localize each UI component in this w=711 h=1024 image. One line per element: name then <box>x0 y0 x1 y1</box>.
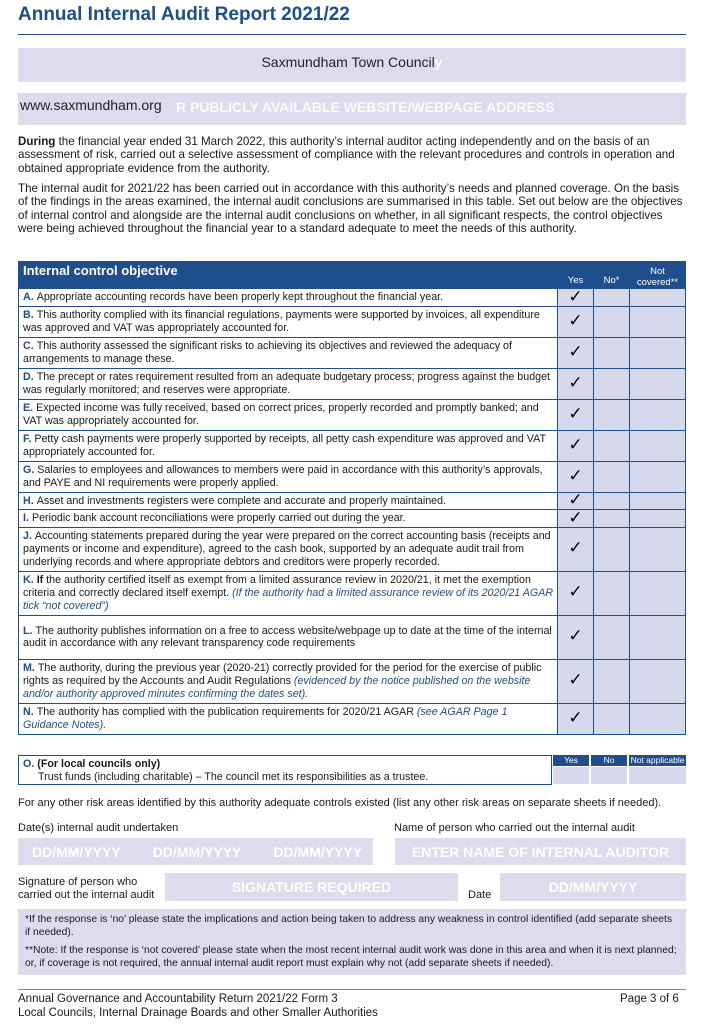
answer-box-no[interactable] <box>594 430 630 461</box>
website-field[interactable] <box>18 93 686 125</box>
footer-text <box>18 992 378 1020</box>
tick-icon: ✓ <box>568 490 583 510</box>
col-no-header: No* <box>594 262 630 289</box>
auditor-name-label: Name of person who carried out the internal audit <box>394 822 635 834</box>
objective-text: H. Asset and investments registers were complete and accurate and properly maintained. <box>19 492 558 510</box>
auditor-name-field[interactable] <box>395 838 686 865</box>
objective-letter: L. <box>23 624 33 637</box>
auditor-name-placeholder: ENTER NAME OF INTERNAL AUDITOR <box>411 843 670 860</box>
answer-box-yes[interactable] <box>558 659 594 703</box>
answer-box-yes[interactable] <box>558 703 594 734</box>
website-url: www.saxmundham.org <box>20 97 162 113</box>
table-row <box>19 461 686 492</box>
answer-box-nc[interactable] <box>630 337 686 368</box>
signature-label: Signature of person who carried out the internal audit <box>18 876 155 901</box>
footer-line-2: Local Councils, Internal Drainage Boards and other Smaller Authorities <box>18 1007 378 1019</box>
answer-box-nc[interactable] <box>630 571 686 615</box>
dates-label: Date(s) internal audit undertaken <box>18 822 179 834</box>
section-o <box>18 755 552 785</box>
footer-line-1: Annual Governance and Accountability Return 2021/22 Form 3 <box>18 993 338 1005</box>
intro-paragraph-2: The internal audit for 2021/22 has been carried out in accordance with this authority’s needs and planned coverage. On the basis of the findings in the areas examined, the internal audit conclusions are summarised in this table. Set out below are the objectives of internal control and alongside are the internal audit conclusions on whether, in all significant respects, the control objectives were being achieved throughout the financial year to a standard adequate to meet the needs of this authority. <box>18 182 683 236</box>
objective-text: G. Salaries to employees and allowances to members were paid in accordance with this authority’s approvals, and PAYE and NI requirements were properly applied. <box>19 461 558 492</box>
answer-box-yes[interactable] <box>558 286 594 307</box>
date-placeholder-3: DD/MM/YYYY <box>273 843 363 860</box>
tick-icon: ✓ <box>568 582 583 602</box>
answer-box-yes[interactable] <box>558 527 594 571</box>
signature-field[interactable] <box>165 873 458 901</box>
date-placeholder-1: DD/MM/YYYY <box>32 843 121 860</box>
answer-box-yes[interactable] <box>558 337 594 368</box>
council-ghost: y <box>434 54 443 70</box>
objective-text: K. If the authority certified itself as exempt from a limited assurance review in 2020/21, it met the exemption criteria and correctly declared itself exempt. (If the authority had a limited assurance review of its 2020/21 AGAR tick “not covered”) <box>19 571 558 615</box>
tick-icon: ✓ <box>568 286 583 306</box>
council-name: Saxmundham Town Council <box>261 54 435 70</box>
tick-icon: ✓ <box>568 626 583 646</box>
tick-icon: ✓ <box>568 507 583 527</box>
objective-letter: G. <box>23 464 35 476</box>
objective-letter: N. <box>23 706 34 719</box>
section-o-na-box[interactable] <box>629 767 686 784</box>
objective-letter: J. <box>23 530 32 543</box>
answer-box-nc[interactable] <box>630 510 686 528</box>
table-row <box>19 659 686 703</box>
page-title: Annual Internal Audit Report 2021/22 <box>18 4 350 25</box>
date-placeholder-2: DD/MM/YYYY <box>152 843 242 860</box>
table-row <box>19 510 686 528</box>
signature-date-field[interactable] <box>500 873 686 901</box>
objective-text: B. This authority complied with its financial regulations, payments were supported by invoices, all expenditure was approved and VAT was appropriately accounted for. <box>19 306 558 337</box>
answer-box-yes[interactable] <box>558 571 594 615</box>
section-o-yes-header: Yes <box>553 755 589 766</box>
table-row <box>19 703 686 734</box>
answer-box-yes[interactable] <box>558 399 594 430</box>
tick-icon: ✓ <box>568 341 583 361</box>
table-row <box>19 615 686 659</box>
answer-box-no[interactable] <box>594 289 630 307</box>
page-number: Page 3 of 6 <box>620 993 679 1005</box>
tick-icon: ✓ <box>568 707 583 727</box>
table-row <box>19 492 686 510</box>
note-no: *If the response is ‘no’ please state the implications and action being taken to address any weakness in control identified (add separate sheets if needed). <box>25 914 672 938</box>
table-row <box>19 430 686 461</box>
notes-box <box>18 909 686 975</box>
footer-rule <box>18 989 686 990</box>
answer-box-nc[interactable] <box>630 461 686 492</box>
answer-box-no[interactable] <box>594 527 630 571</box>
tick-icon: ✓ <box>568 434 583 454</box>
answer-box-no[interactable] <box>594 368 630 399</box>
answer-box-yes[interactable] <box>558 430 594 461</box>
objective-letter: K. <box>23 574 34 587</box>
answer-box-nc[interactable] <box>630 430 686 461</box>
signature-placeholder: SIGNATURE REQUIRED <box>231 879 392 895</box>
tick-icon: ✓ <box>568 670 583 690</box>
objective-letter: C. <box>23 340 34 352</box>
objective-text: A. Appropriate accounting records have been properly kept throughout the financial year. <box>19 289 558 307</box>
answer-box-no[interactable] <box>594 306 630 337</box>
title-rule <box>18 34 686 35</box>
col-yes-header: Yes <box>558 262 594 289</box>
answer-box-no[interactable] <box>594 461 630 492</box>
website-placeholder: R PUBLICLY AVAILABLE WEBSITE/WEBPAGE ADDRESS <box>176 99 555 115</box>
objective-letter: M. <box>23 662 35 675</box>
answer-box-no[interactable] <box>594 615 630 659</box>
objective-text: M. The authority, during the previous year (2020-21) correctly provided for the period for the exercise of public rights as required by the Accounts and Audit Regulations (evidenced by the notice published on the website and/or authority approved minutes confirming the dates set). <box>19 659 558 703</box>
objective-text: N. The authority has complied with the publication requirements for 2020/21 AGAR (see AGAR Page 1 Guidance Notes). <box>19 703 558 734</box>
col-not-covered-header: Not covered** <box>630 262 686 289</box>
answer-box-nc[interactable] <box>630 399 686 430</box>
table-row <box>19 368 686 399</box>
answer-box-nc[interactable] <box>630 306 686 337</box>
answer-box-yes[interactable] <box>558 615 594 659</box>
answer-box-nc[interactable] <box>630 492 686 510</box>
section-o-na-header: Not applicable <box>630 755 685 765</box>
objective-letter: A. <box>23 291 34 303</box>
tick-icon: ✓ <box>568 403 583 423</box>
objective-text: J. Accounting statements prepared during the year were prepared on the correct accounting basis (receipts and payments or income and expenditure), agreed to the cash book, supported by an adequate audit trail from underlying records and where appropriate debtors and creditors were properly recorded. <box>19 527 558 571</box>
answer-box-nc[interactable] <box>630 289 686 307</box>
answer-box-nc[interactable] <box>630 703 686 734</box>
table-header: Internal control objective <box>19 262 558 289</box>
objective-text: L. The authority publishes information on a free to access website/webpage up to date at the time of the internal audit in accordance with any relevant transparency code requirements <box>19 615 558 659</box>
objective-letter: B. <box>23 309 34 321</box>
objective-letter: H. <box>23 494 34 507</box>
answer-box-no[interactable] <box>594 703 630 734</box>
answer-box-nc[interactable] <box>630 368 686 399</box>
answer-box-no[interactable] <box>594 571 630 615</box>
objective-letter: F. <box>23 433 32 445</box>
table-row <box>19 571 686 615</box>
table-row <box>19 306 686 337</box>
section-o-no-box[interactable] <box>591 767 627 784</box>
objective-text: C. This authority assessed the significant risks to achieving its objectives and reviewed the adequacy of arrangements to manage these. <box>19 337 558 368</box>
table-row <box>19 289 686 307</box>
tick-icon: ✓ <box>568 538 583 558</box>
table-row <box>19 399 686 430</box>
section-o-heading: (For local councils only) <box>37 758 161 770</box>
audit-dates-field[interactable] <box>18 838 373 865</box>
answer-box-nc[interactable] <box>630 615 686 659</box>
objective-letter: D. <box>23 371 34 383</box>
answer-box-no[interactable] <box>594 510 630 528</box>
answer-box-yes[interactable] <box>558 306 594 337</box>
section-o-letter: O. <box>23 758 35 770</box>
objective-text: E. Expected income was fully received, based on correct prices, properly recorded and promptly banked; and VAT was appropriately accounted for. <box>19 399 558 430</box>
objective-text: D. The precept or rates requirement resulted from an adequate budgetary process; progress against the budget was regularly monitored; and reserves were appropriate. <box>19 368 558 399</box>
objective-text: F. Petty cash payments were properly supported by receipts, all petty cash expenditure was approved and VAT appropriately accounted for. <box>19 430 558 461</box>
section-o-text: Trust funds (including charitable) – The council met its responsibilities as a trustee. <box>38 770 429 783</box>
tick-icon: ✓ <box>568 465 583 485</box>
signature-date-placeholder: DD/MM/YYYY <box>548 879 638 895</box>
council-name-field[interactable] <box>18 48 686 82</box>
date-label: Date <box>468 889 492 901</box>
answer-box-no[interactable] <box>594 492 630 510</box>
intro-paragraph-1: During the financial year ended 31 March 2022, this authority’s internal auditor acting independently and on the basis of an assessment of risk, carried out a selective assessment of compliance with the relevant procedures and controls in operation and obtained appropriate evidence from the authority. <box>18 135 675 175</box>
section-o-no-header: No <box>591 755 627 766</box>
answer-box-yes[interactable] <box>558 507 594 528</box>
objective-letter: E. <box>23 402 34 414</box>
answer-box-nc[interactable] <box>630 659 686 703</box>
objective-text: I. Periodic bank account reconciliations were properly carried out during the year. <box>19 510 558 528</box>
answer-box-no[interactable] <box>594 659 630 703</box>
answer-box-nc[interactable] <box>630 527 686 571</box>
answer-box-no[interactable] <box>594 399 630 430</box>
objective-letter: I. <box>23 512 29 525</box>
section-o-yes-box[interactable] <box>553 767 589 784</box>
answer-box-no[interactable] <box>594 337 630 368</box>
answer-box-yes[interactable] <box>558 461 594 492</box>
note-not-covered: **Note: If the response is ‘not covered’ please state when the most recent internal audit work was done in this area and when it is next planned; or, if coverage is not required, the annual internal audit report must explain why not (add separate sheets if needed). <box>25 945 677 969</box>
internal-control-table <box>18 261 686 735</box>
tick-icon: ✓ <box>568 372 583 392</box>
table-row <box>19 527 686 571</box>
answer-box-yes[interactable] <box>558 368 594 399</box>
table-row <box>19 337 686 368</box>
tick-icon: ✓ <box>568 310 583 330</box>
other-risks-text: For any other risk areas identified by this authority adequate controls existed (list any other risk areas on separate sheets if needed). <box>18 797 662 809</box>
